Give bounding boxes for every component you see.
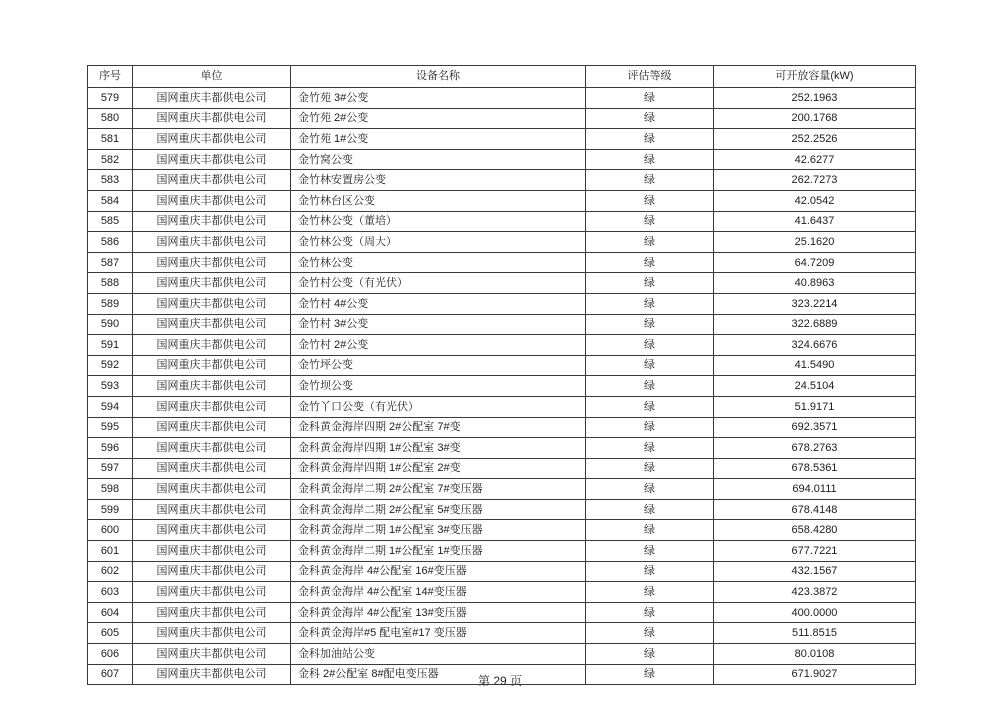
cell-no: 604 [88, 602, 133, 623]
cell-device: 金科加油站公变 [291, 644, 586, 665]
table-row [88, 479, 916, 500]
cell-capacity: 200.1768 [714, 108, 916, 129]
table-row [88, 170, 916, 191]
cell-no: 586 [88, 232, 133, 253]
cell-capacity: 678.2763 [714, 438, 916, 459]
cell-device: 金竹坝公变 [291, 376, 586, 397]
cell-device: 金科黄金海岸二期 1#公配室 3#变压器 [291, 520, 586, 541]
table-body [88, 88, 916, 685]
cell-unit: 国网重庆丰都供电公司 [133, 314, 291, 335]
cell-grade: 绿 [586, 541, 714, 562]
cell-unit: 国网重庆丰都供电公司 [133, 438, 291, 459]
cell-unit: 国网重庆丰都供电公司 [133, 273, 291, 294]
cell-no: 601 [88, 541, 133, 562]
cell-unit: 国网重庆丰都供电公司 [133, 129, 291, 150]
cell-no: 585 [88, 211, 133, 232]
cell-capacity: 252.2526 [714, 129, 916, 150]
table-row [88, 561, 916, 582]
cell-device: 金竹村公变（有光伏） [291, 273, 586, 294]
cell-grade: 绿 [586, 88, 714, 109]
cell-device: 金科黄金海岸四期 1#公配室 2#变 [291, 458, 586, 479]
cell-grade: 绿 [586, 438, 714, 459]
cell-capacity: 678.4148 [714, 499, 916, 520]
cell-unit: 国网重庆丰都供电公司 [133, 417, 291, 438]
cell-no: 591 [88, 335, 133, 356]
cell-unit: 国网重庆丰都供电公司 [133, 396, 291, 417]
cell-capacity: 40.8963 [714, 273, 916, 294]
table-row [88, 149, 916, 170]
cell-capacity: 322.6889 [714, 314, 916, 335]
cell-device: 金竹坪公变 [291, 355, 586, 376]
cell-grade: 绿 [586, 149, 714, 170]
table-row [88, 273, 916, 294]
cell-grade: 绿 [586, 211, 714, 232]
cell-capacity: 262.7273 [714, 170, 916, 191]
cell-capacity: 400.0000 [714, 602, 916, 623]
cell-device: 金竹林公变 [291, 252, 586, 273]
cell-grade: 绿 [586, 335, 714, 356]
cell-capacity: 323.2214 [714, 293, 916, 314]
cell-no: 606 [88, 644, 133, 665]
table-row [88, 396, 916, 417]
cell-capacity: 692.3571 [714, 417, 916, 438]
cell-device: 金竹林公变（周大） [291, 232, 586, 253]
cell-unit: 国网重庆丰都供电公司 [133, 170, 291, 191]
cell-unit: 国网重庆丰都供电公司 [133, 190, 291, 211]
table-row [88, 582, 916, 603]
cell-capacity: 64.7209 [714, 252, 916, 273]
cell-device: 金竹苑 1#公变 [291, 129, 586, 150]
cell-unit: 国网重庆丰都供电公司 [133, 664, 291, 685]
cell-unit: 国网重庆丰都供电公司 [133, 211, 291, 232]
cell-capacity: 671.9027 [714, 664, 916, 685]
cell-device: 金竹丫口公变（有光伏） [291, 396, 586, 417]
cell-unit: 国网重庆丰都供电公司 [133, 499, 291, 520]
column-header-capacity: 可开放容量(kW) [714, 66, 916, 88]
cell-device: 金竹苑 3#公变 [291, 88, 586, 109]
cell-no: 580 [88, 108, 133, 129]
table-row [88, 314, 916, 335]
cell-device: 金竹林公变（董培） [291, 211, 586, 232]
cell-no: 598 [88, 479, 133, 500]
cell-capacity: 51.9171 [714, 396, 916, 417]
capacity-table [87, 65, 916, 685]
cell-grade: 绿 [586, 314, 714, 335]
cell-device: 金竹林台区公变 [291, 190, 586, 211]
cell-device: 金科黄金海岸二期 1#公配室 1#变压器 [291, 541, 586, 562]
cell-no: 596 [88, 438, 133, 459]
cell-device: 金竹村 3#公变 [291, 314, 586, 335]
cell-grade: 绿 [586, 396, 714, 417]
table-row [88, 211, 916, 232]
cell-no: 599 [88, 499, 133, 520]
table-row [88, 355, 916, 376]
cell-no: 595 [88, 417, 133, 438]
cell-device: 金科黄金海岸二期 2#公配室 7#变压器 [291, 479, 586, 500]
cell-capacity: 324.6676 [714, 335, 916, 356]
cell-device: 金竹村 4#公变 [291, 293, 586, 314]
cell-no: 587 [88, 252, 133, 273]
cell-device: 金科黄金海岸 4#公配室 16#变压器 [291, 561, 586, 582]
cell-unit: 国网重庆丰都供电公司 [133, 149, 291, 170]
cell-grade: 绿 [586, 499, 714, 520]
cell-device: 金竹窝公变 [291, 149, 586, 170]
cell-no: 583 [88, 170, 133, 191]
cell-grade: 绿 [586, 602, 714, 623]
cell-unit: 国网重庆丰都供电公司 [133, 376, 291, 397]
cell-device: 金科黄金海岸 4#公配室 14#变压器 [291, 582, 586, 603]
cell-capacity: 694.0111 [714, 479, 916, 500]
table-row [88, 623, 916, 644]
cell-grade: 绿 [586, 623, 714, 644]
cell-no: 589 [88, 293, 133, 314]
cell-no: 579 [88, 88, 133, 109]
cell-grade: 绿 [586, 644, 714, 665]
table-row [88, 499, 916, 520]
table-header-row [88, 66, 916, 88]
cell-grade: 绿 [586, 561, 714, 582]
cell-unit: 国网重庆丰都供电公司 [133, 561, 291, 582]
table-row [88, 541, 916, 562]
table-row [88, 335, 916, 356]
cell-grade: 绿 [586, 458, 714, 479]
cell-no: 581 [88, 129, 133, 150]
cell-no: 592 [88, 355, 133, 376]
cell-grade: 绿 [586, 232, 714, 253]
table-row [88, 644, 916, 665]
cell-grade: 绿 [586, 479, 714, 500]
cell-device: 金竹林安置房公变 [291, 170, 586, 191]
cell-unit: 国网重庆丰都供电公司 [133, 293, 291, 314]
cell-unit: 国网重庆丰都供电公司 [133, 355, 291, 376]
cell-grade: 绿 [586, 582, 714, 603]
cell-capacity: 25.1620 [714, 232, 916, 253]
table-row [88, 108, 916, 129]
table-row [88, 190, 916, 211]
cell-capacity: 42.6277 [714, 149, 916, 170]
cell-unit: 国网重庆丰都供电公司 [133, 252, 291, 273]
cell-unit: 国网重庆丰都供电公司 [133, 520, 291, 541]
column-header-unit: 单位 [133, 66, 291, 88]
cell-capacity: 423.3872 [714, 582, 916, 603]
cell-capacity: 511.8515 [714, 623, 916, 644]
cell-unit: 国网重庆丰都供电公司 [133, 479, 291, 500]
cell-unit: 国网重庆丰都供电公司 [133, 582, 291, 603]
cell-capacity: 677.7221 [714, 541, 916, 562]
cell-no: 584 [88, 190, 133, 211]
column-header-device: 设备名称 [291, 66, 586, 88]
cell-capacity: 252.1963 [714, 88, 916, 109]
cell-capacity: 432.1567 [714, 561, 916, 582]
cell-no: 594 [88, 396, 133, 417]
cell-unit: 国网重庆丰都供电公司 [133, 644, 291, 665]
cell-grade: 绿 [586, 190, 714, 211]
cell-device: 金科黄金海岸四期 1#公配室 3#变 [291, 438, 586, 459]
table-row [88, 376, 916, 397]
cell-capacity: 658.4280 [714, 520, 916, 541]
cell-grade: 绿 [586, 355, 714, 376]
cell-unit: 国网重庆丰都供电公司 [133, 232, 291, 253]
cell-capacity: 80.0108 [714, 644, 916, 665]
cell-device: 金科黄金海岸 4#公配室 13#变压器 [291, 602, 586, 623]
cell-no: 607 [88, 664, 133, 685]
table-row [88, 293, 916, 314]
table-row [88, 88, 916, 109]
cell-unit: 国网重庆丰都供电公司 [133, 541, 291, 562]
cell-unit: 国网重庆丰都供电公司 [133, 458, 291, 479]
cell-grade: 绿 [586, 273, 714, 294]
table-row [88, 417, 916, 438]
cell-no: 602 [88, 561, 133, 582]
cell-unit: 国网重庆丰都供电公司 [133, 602, 291, 623]
cell-device: 金科黄金海岸四期 2#公配室 7#变 [291, 417, 586, 438]
cell-no: 582 [88, 149, 133, 170]
cell-grade: 绿 [586, 376, 714, 397]
cell-capacity: 41.5490 [714, 355, 916, 376]
cell-capacity: 24.5104 [714, 376, 916, 397]
cell-device: 金科黄金海岸二期 2#公配室 5#变压器 [291, 499, 586, 520]
cell-device: 金科 2#公配室 8#配电变压器 [291, 664, 586, 685]
cell-no: 590 [88, 314, 133, 335]
cell-device: 金竹村 2#公变 [291, 335, 586, 356]
table-row [88, 129, 916, 150]
table-header [88, 66, 916, 88]
cell-grade: 绿 [586, 252, 714, 273]
cell-capacity: 42.0542 [714, 190, 916, 211]
cell-grade: 绿 [586, 170, 714, 191]
column-header-index: 序号 [88, 66, 133, 88]
cell-no: 597 [88, 458, 133, 479]
cell-unit: 国网重庆丰都供电公司 [133, 623, 291, 644]
cell-unit: 国网重庆丰都供电公司 [133, 335, 291, 356]
table-row [88, 602, 916, 623]
cell-no: 603 [88, 582, 133, 603]
cell-no: 588 [88, 273, 133, 294]
cell-no: 600 [88, 520, 133, 541]
cell-unit: 国网重庆丰都供电公司 [133, 88, 291, 109]
table-row [88, 438, 916, 459]
cell-grade: 绿 [586, 417, 714, 438]
page-number: 第 29 页 [477, 674, 523, 688]
cell-grade: 绿 [586, 664, 714, 685]
cell-capacity: 678.5361 [714, 458, 916, 479]
cell-device: 金科黄金海岸#5 配电室#17 变压器 [291, 623, 586, 644]
table-row [88, 458, 916, 479]
table-row [88, 232, 916, 253]
column-header-grade: 评估等级 [586, 66, 714, 88]
cell-no: 593 [88, 376, 133, 397]
cell-unit: 国网重庆丰都供电公司 [133, 108, 291, 129]
cell-capacity: 41.6437 [714, 211, 916, 232]
table-row [88, 252, 916, 273]
cell-device: 金竹苑 2#公变 [291, 108, 586, 129]
table-row [88, 520, 916, 541]
cell-grade: 绿 [586, 129, 714, 150]
cell-grade: 绿 [586, 293, 714, 314]
cell-grade: 绿 [586, 108, 714, 129]
cell-no: 605 [88, 623, 133, 644]
cell-grade: 绿 [586, 520, 714, 541]
